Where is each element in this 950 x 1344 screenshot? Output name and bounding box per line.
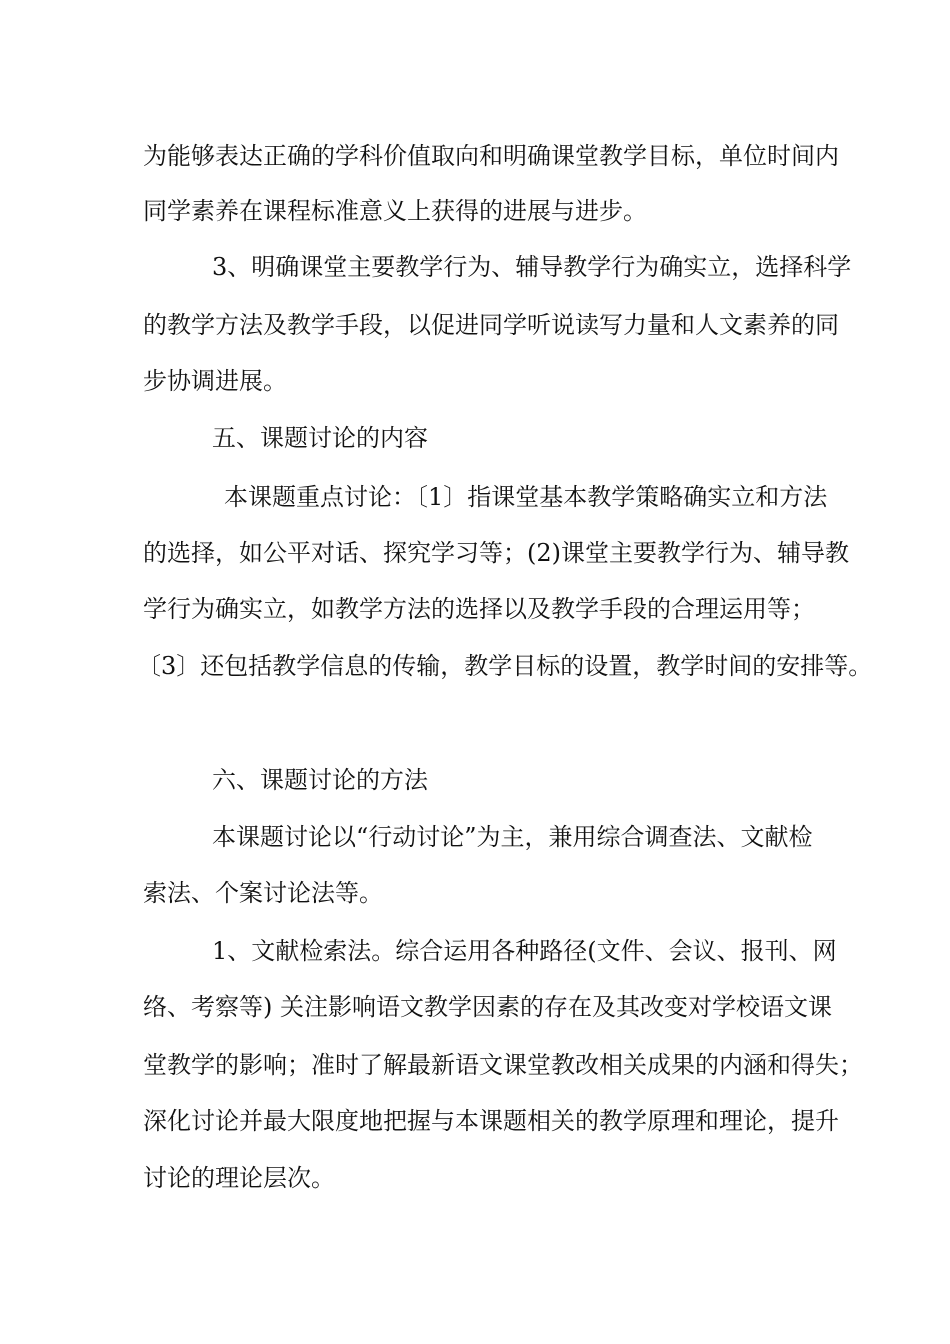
section-heading: 五、课题讨论的内容 xyxy=(212,424,428,452)
paragraph-line: 3、明确课堂主要教学行为、辅导教学行为确实立，选择科学 xyxy=(212,253,852,281)
paragraph-line: 的选择，如公平对话、探究学习等；(2)课堂主要教学行为、辅导教 xyxy=(143,539,849,567)
paragraph-line: 堂教学的影响；准时了解最新语文课堂教改相关成果的内涵和得失； xyxy=(143,1051,863,1079)
paragraph-line: 步协调进展。 xyxy=(143,367,287,395)
paragraph-line: 同学素养在课程标准意义上获得的进展与进步。 xyxy=(143,197,647,225)
section-heading: 六、课题讨论的方法 xyxy=(212,766,428,794)
paragraph-line: 深化讨论并最大限度地把握与本课题相关的教学原理和理论，提升 xyxy=(143,1107,839,1135)
paragraph-line: 〔3〕还包括教学信息的传输，教学目标的设置，教学时间的安排等。 xyxy=(137,652,873,680)
paragraph-line: 的教学方法及教学手段，以促进同学听说读写力量和人文素养的同 xyxy=(143,311,839,339)
paragraph-line: 络、考察等) 关注影响语文教学因素的存在及其改变对学校语文课 xyxy=(143,993,832,1021)
paragraph-line: 为能够表达正确的学科价值取向和明确课堂教学目标，单位时间内 xyxy=(143,142,839,170)
paragraph-line: 1、文献检索法。综合运用各种路径(文件、会议、报刊、网 xyxy=(212,937,837,965)
paragraph-line: 索法、个案讨论法等。 xyxy=(143,879,383,907)
paragraph-line: 本课题讨论以“行动讨论”为主，兼用综合调查法、文献检 xyxy=(212,823,813,851)
paragraph-line: 学行为确实立，如教学方法的选择以及教学手段的合理运用等； xyxy=(143,595,815,623)
paragraph-line: 讨论的理论层次。 xyxy=(143,1164,335,1192)
paragraph-line: 本课题重点讨论：〔1〕指课堂基本教学策略确实立和方法 xyxy=(224,483,828,511)
